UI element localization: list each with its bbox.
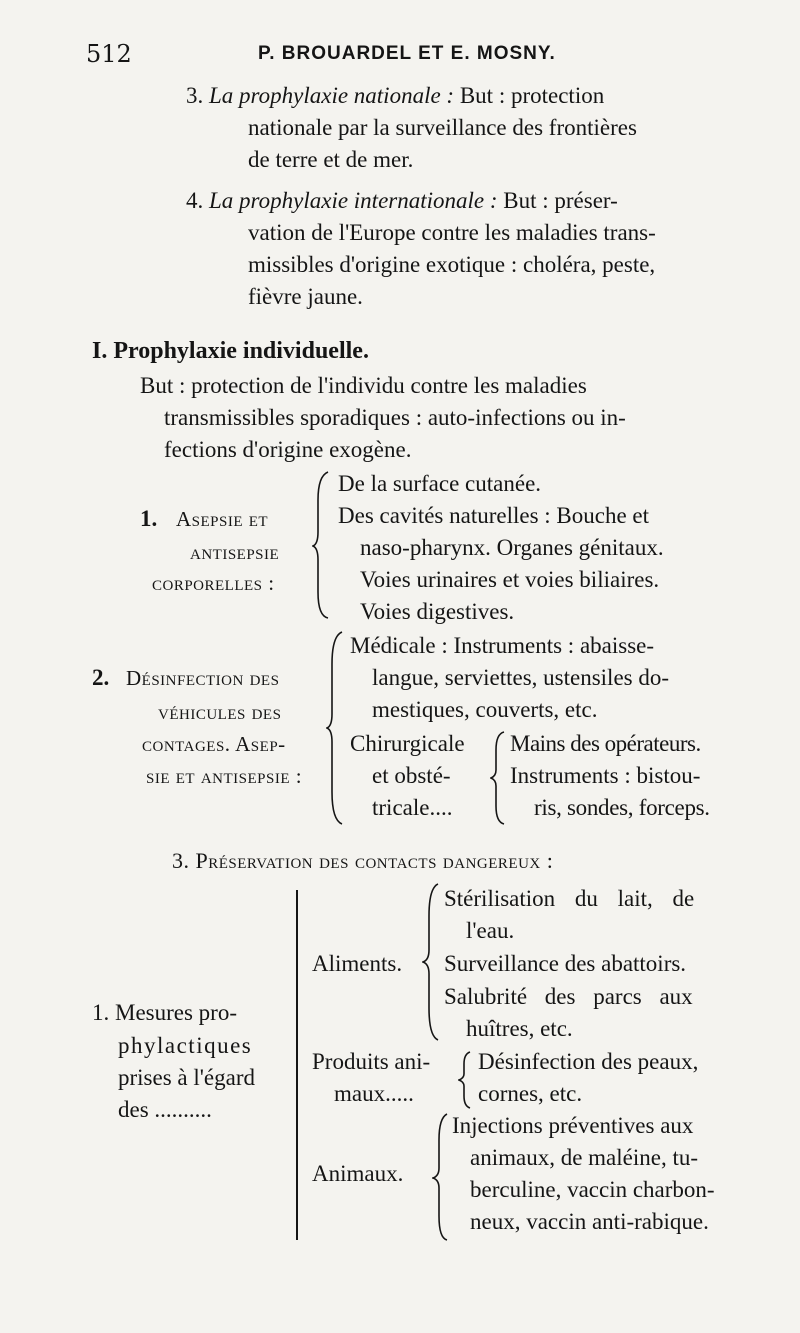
item-text: But : protection <box>459 83 605 108</box>
asepsis-number: 1. <box>140 506 158 531</box>
asepsis-item-5: Voies digestives. <box>360 599 515 624</box>
brace-icon <box>458 1050 474 1110</box>
asepsis-item-2: Des cavités naturelles : Bouche et <box>338 503 650 528</box>
asepsis-label-line-1: Asepsie et <box>176 507 269 531</box>
item-title: La prophylaxie nationale : <box>209 83 455 108</box>
preservation-heading: 3. Préservation des contacts dangereux : <box>172 848 554 873</box>
asepsis-label-line-2: antisepsie <box>190 540 280 564</box>
item-3-line-3: de terre et de mer. <box>248 147 414 172</box>
measures-label-line-3: prises à l'égard <box>118 1065 255 1090</box>
surgical-item-2: Instruments : bistou- <box>510 763 701 788</box>
asepsis-label-line-3: corporelles : <box>152 571 275 595</box>
outer-brace-rule <box>296 890 298 1240</box>
brace-icon <box>312 470 334 620</box>
asepsis-item-1: De la surface cutanée. <box>338 471 542 496</box>
animals-item-2: animaux, de maléine, tu- <box>470 1145 699 1170</box>
animals-item-3: berculine, vaccin charbon- <box>470 1177 715 1202</box>
disinfection-label-line-2: véhicules des <box>158 700 282 724</box>
surgical-item-3: ris, sondes, forceps. <box>534 795 710 820</box>
item-4-line-3: missibles d'origine exotique : choléra, peste, <box>248 252 656 277</box>
item-3-line-1 <box>186 80 604 112</box>
page-number: 512 <box>86 40 132 68</box>
animals-label: Animaux. <box>312 1161 404 1186</box>
medical-line-3: mestiques, couverts, etc. <box>372 697 598 722</box>
surgical-label-line-3: tricale.... <box>372 795 453 820</box>
foods-item-2: l'eau. <box>466 918 515 943</box>
item-3-line-2: nationale par la surveillance des frontières <box>248 115 637 140</box>
item-4-line-1 <box>186 185 618 217</box>
item-number: 4. <box>186 188 204 213</box>
brace-icon <box>326 630 348 826</box>
disinfection-number: 2. <box>92 665 110 690</box>
medical-line-2: langue, serviettes, ustensiles do- <box>372 665 670 690</box>
foods-item-5: huîtres, etc. <box>466 1016 573 1041</box>
brace-icon <box>432 1112 452 1242</box>
measures-label-line-1: 1. Mesures pro- <box>92 1000 237 1025</box>
foods-item-3: Surveillance des abattoirs. <box>444 951 687 976</box>
animal-products-item-2: cornes, etc. <box>478 1081 583 1106</box>
surgical-label-line-1: Chirurgicale <box>350 731 465 756</box>
disinfection-label-line-1: Désinfection des <box>126 666 280 690</box>
item-4-line-2: vation de l'Europe contre les maladies trans- <box>248 220 656 245</box>
disinfection-label-line-3: contages. Asep- <box>142 732 286 756</box>
section-purpose-line-2: transmissibles sporadiques : auto-infections ou in- <box>164 405 626 430</box>
animal-products-label-line-1: Produits ani- <box>312 1049 431 1074</box>
measures-label-line-2: phylactiques <box>118 1033 253 1058</box>
animals-item-4: neux, vaccin anti-rabique. <box>470 1209 709 1234</box>
animal-products-item-1: Désinfection des peaux, <box>478 1049 699 1074</box>
brace-icon <box>490 730 510 826</box>
section-purpose-line-1: But : protection de l'individu contre les maladies <box>140 373 587 398</box>
disinfection-label-line-4: sie et antisepsie : <box>146 764 303 788</box>
item-number: 3. <box>186 83 204 108</box>
medical-line-1: Médicale : Instruments : abaisse- <box>350 633 655 658</box>
foods-item-4: Salubrité des parcs aux <box>444 984 693 1009</box>
animal-products-label-line-2: maux..... <box>334 1081 414 1106</box>
section-heading: I. Prophylaxie individuelle. <box>92 338 369 364</box>
brace-icon <box>422 882 444 1042</box>
asepsis-item-3: naso-pharynx. Organes génitaux. <box>360 535 664 560</box>
foods-label: Aliments. <box>312 951 403 976</box>
animals-item-1: Injections préventives aux <box>452 1113 694 1138</box>
running-title: P. BROUARDEL ET E. MOSNY. <box>258 43 556 64</box>
foods-item-1: Stérilisation du lait, de <box>444 886 695 911</box>
section-purpose-line-3: fections d'origine exogène. <box>164 437 412 462</box>
asepsis-item-4: Voies urinaires et voies biliaires. <box>360 567 660 592</box>
surgical-item-1: Mains des opérateurs. <box>510 731 701 756</box>
surgical-label-line-2: et obsté- <box>372 763 451 788</box>
measures-label-line-4: des .......... <box>118 1097 212 1122</box>
item-text: But : préser- <box>503 188 618 213</box>
item-4-line-4: fièvre jaune. <box>248 284 363 309</box>
item-title: La prophylaxie internationale : <box>209 188 498 213</box>
